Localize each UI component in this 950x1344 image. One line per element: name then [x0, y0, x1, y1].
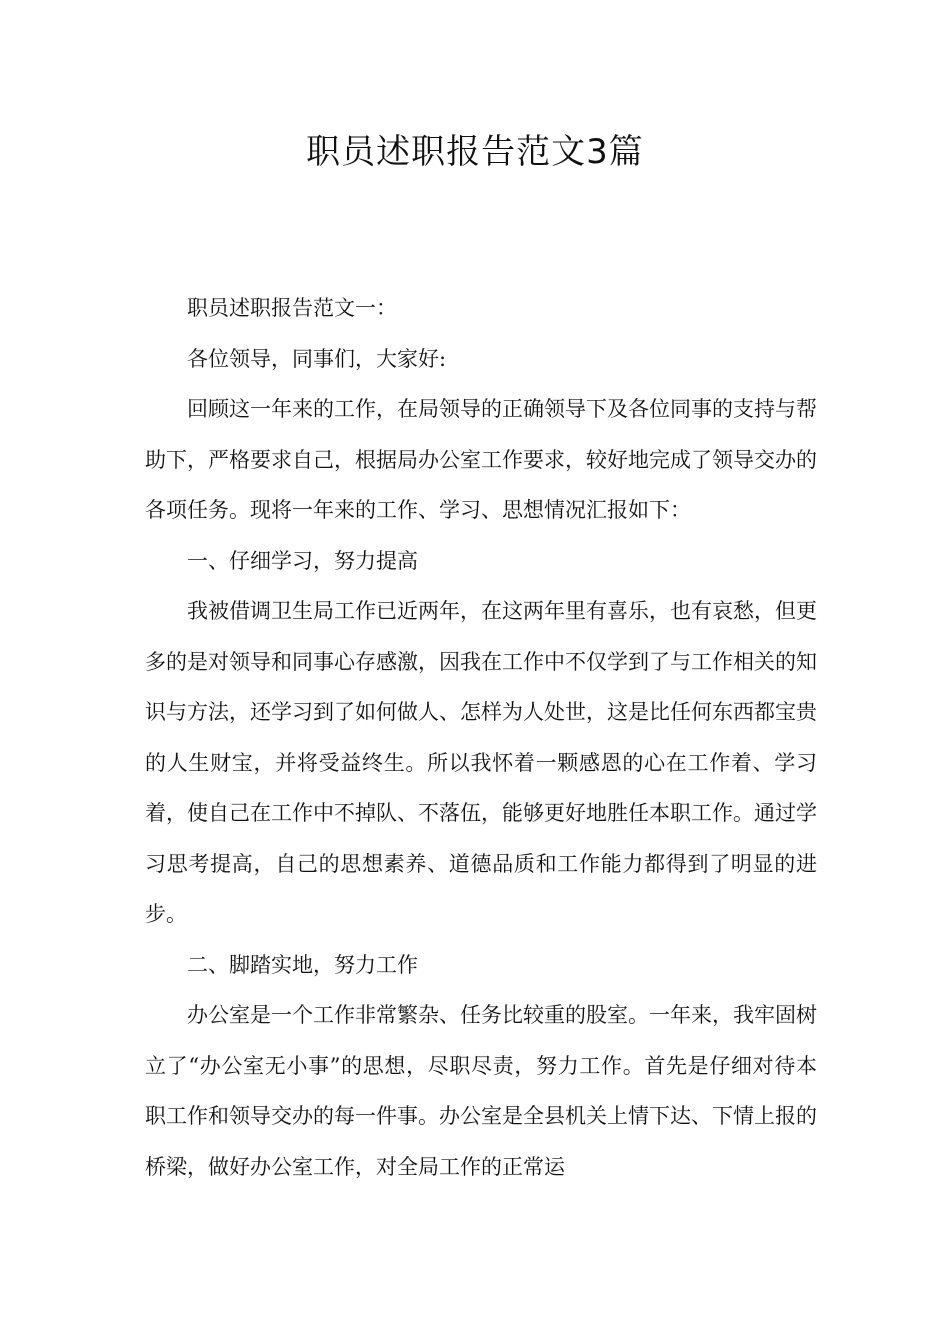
document-title: 职员述职报告范文3篇 — [306, 132, 644, 172]
paragraph-study: 我被借调卫生局工作已近两年，在这两年里有喜乐，也有哀愁，但更多的是对领导和同事心存感激，因我在工作中不仅学到了与工作相关的知识与方法，还学习到了如何做人、怎样为人处世，这是比任何东西都宝贵的人生财宝，并将受益终生。所以我怀着一颗感恩的心在工作着、学习着，使自己在工作中不掉队、不落伍，能够更好地胜任本职工作。通过学习思考提高，自己的思想素养、道德品质和工作能力都得到了明显的进步。 — [145, 599, 817, 926]
document-body — [145, 283, 817, 1192]
paragraph-intro: 回顾这一年来的工作，在局领导的正确领导下及各位同事的支持与帮助下，严格要求自己，根据局办公室工作要求，较好地完成了领导交办的各项任务。现将一年来的工作、学习、思想情况汇报如下： — [145, 397, 817, 522]
paragraph-section-heading: 职员述职报告范文一： — [187, 296, 397, 320]
paragraph-work: 办公室是一个工作非常繁杂、任务比较重的股室。一年来，我牢固树立了“办公室无小事”的思想，尽职尽责，努力工作。首先是仔细对待本职工作和领导交办的每一件事。办公室是全县机关上情下达、下情上报的桥梁，做好办公室工作，对全局工作的正常运 — [145, 1003, 817, 1179]
paragraph-heading-study: 一、仔细学习，努力提高 — [187, 548, 418, 573]
paragraph-heading-work: 二、脚踏实地，努力工作 — [187, 952, 418, 977]
paragraph-greeting: 各位领导，同事们，大家好: — [187, 346, 447, 371]
